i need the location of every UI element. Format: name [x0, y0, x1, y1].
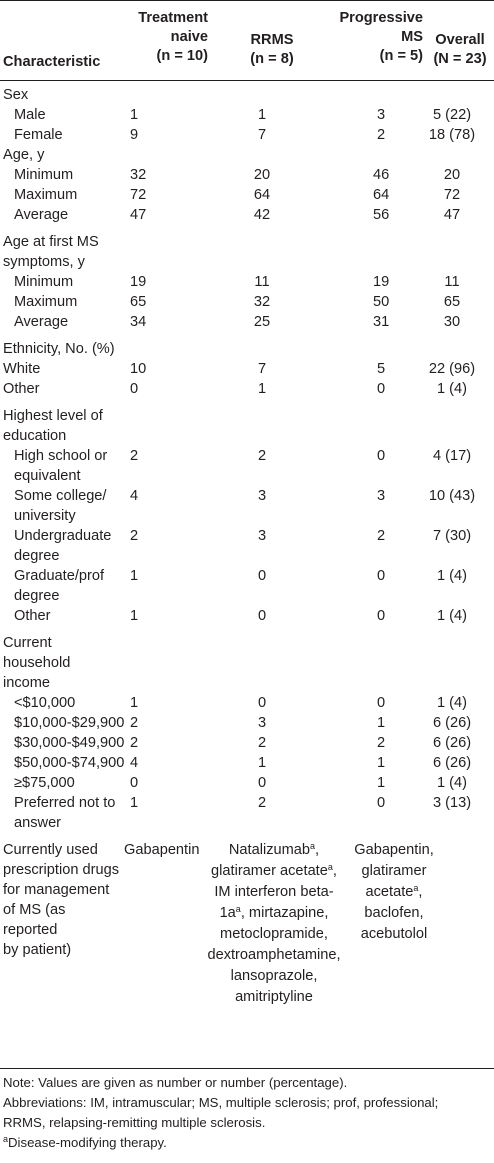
cell-overall: 20 — [443, 167, 461, 183]
cell-rrms: 1 — [257, 107, 267, 123]
cell-overall: 5 (22) — [432, 107, 472, 123]
cell-progressive-ms: 0 — [376, 448, 386, 464]
cell-rrms: 7 — [257, 361, 267, 377]
cell-progressive-ms: 56 — [373, 207, 390, 223]
row-label: White — [3, 361, 41, 377]
cell-treatment-naive: 2 — [130, 528, 139, 544]
row-label: Age, y — [3, 147, 45, 163]
table-row — [0, 359, 494, 379]
row-label: Current household income — [3, 635, 71, 691]
row-label: Average — [14, 314, 69, 330]
row-label: Maximum — [14, 187, 78, 203]
table-row — [0, 292, 494, 312]
footnote-marker: a — [327, 862, 333, 872]
cell-treatment-naive: 65 — [130, 294, 147, 310]
cell-progressive-ms: 31 — [373, 314, 390, 330]
cell-progressive-ms: 0 — [376, 695, 386, 711]
cell-treatment-naive: 10 — [130, 361, 147, 377]
section-heading-row — [0, 145, 494, 165]
cell-rrms: 25 — [253, 314, 271, 330]
table-row — [0, 379, 494, 399]
table-row — [0, 446, 494, 486]
row-label: Age at first MS symptoms, y — [3, 234, 99, 270]
top-rule — [0, 0, 494, 1]
cell-progressive-ms: 1 — [376, 755, 386, 771]
cell-overall: 30 — [443, 314, 461, 330]
cell-overall: 1 (4) — [436, 775, 467, 791]
row-label: <$10,000 — [14, 695, 76, 711]
cell-progressive-ms: 0 — [376, 381, 386, 397]
cell-overall: 6 (26) — [432, 715, 472, 731]
section-heading-row — [0, 85, 494, 105]
cell-treatment-naive: 9 — [130, 127, 139, 143]
cell-rrms: 20 — [253, 167, 271, 183]
header-rrms: RRMS (n = 8) — [250, 32, 294, 67]
cell-treatment-naive: 1 — [130, 795, 139, 811]
table-row — [0, 272, 494, 292]
table-notes — [3, 1073, 438, 1153]
cell-overall: 1 (4) — [436, 381, 467, 397]
cell-progressive-ms: 0 — [376, 608, 386, 624]
note-abbreviations: Abbreviations: IM, intramuscular; MS, multiple sclerosis; prof, professional; — [3, 1095, 439, 1110]
cell-progressive-ms: 50 — [373, 294, 390, 310]
header-progressive-ms: Progressive MS (n = 5) — [339, 10, 423, 64]
header-rule — [0, 80, 494, 81]
cell-progressive-ms: 19 — [373, 274, 390, 290]
cell-progressive-ms: 64 — [373, 187, 390, 203]
cell-treatment-naive: 32 — [130, 167, 147, 183]
cell-progressive-ms: 3 — [376, 107, 386, 123]
header-treatment-naive: Treatment naive (n = 10) — [138, 10, 208, 64]
cell-overall: 22 (96) — [428, 361, 476, 377]
note-footnote: $^a$Disease-modifying therapy. — [3, 1134, 167, 1150]
table-row — [0, 733, 494, 753]
cell-progressive-ms: Gabapentin, glatiramer acetate$^a$, baclofen, acebutolol — [354, 842, 434, 942]
cell-rrms: 2 — [257, 448, 267, 464]
row-label: Undergraduate degree — [14, 528, 112, 564]
cell-rrms: 42 — [253, 207, 271, 223]
cell-progressive-ms: 2 — [376, 528, 386, 544]
footnote-marker: a — [235, 904, 241, 914]
cell-rrms: 0 — [257, 695, 267, 711]
table-row — [0, 606, 494, 626]
cell-rrms: 7 — [257, 127, 267, 143]
cell-treatment-naive: 1 — [130, 107, 139, 123]
cell-overall: 6 (26) — [432, 735, 472, 751]
cell-rrms: 0 — [257, 568, 267, 584]
cell-rrms: 32 — [253, 294, 271, 310]
cell-overall: 72 — [443, 187, 461, 203]
table-row — [0, 693, 494, 713]
footnote-marker: a — [310, 841, 316, 851]
cell-overall: 11 — [444, 274, 460, 290]
cell-overall: 1 (4) — [436, 568, 467, 584]
cell-overall: 10 (43) — [428, 488, 476, 504]
cell-rrms: 3 — [257, 528, 267, 544]
table-body — [0, 85, 494, 1005]
cell-treatment-naive: 2 — [130, 448, 139, 464]
section-heading-row — [0, 232, 494, 272]
row-label: Ethnicity, No. (%) — [3, 341, 115, 357]
row-label: $50,000-$74,900 — [14, 755, 125, 771]
header-overall: Overall (N = 23) — [433, 32, 487, 67]
cell-treatment-naive: 1 — [130, 695, 139, 711]
section-heading-row — [0, 406, 494, 446]
cell-progressive-ms: 1 — [376, 775, 386, 791]
row-label: Female — [14, 127, 63, 143]
row-label: ≥$75,000 — [14, 775, 75, 791]
cell-rrms: Natalizumab$^a$, glatiramer acetate$^a$, IM interferon beta- $1a^a$, mirtazapine, metoclopramide, dextroamphetamine, lansoprazole, amitriptyline — [207, 841, 341, 1005]
cell-overall: 47 — [443, 207, 461, 223]
table-row — [0, 486, 494, 526]
section-heading-row — [0, 633, 494, 693]
cell-rrms: 3 — [257, 715, 267, 731]
table-row — [0, 526, 494, 566]
row-label: Highest level of education — [3, 408, 103, 444]
table-row — [0, 312, 494, 332]
row-label: High school or equivalent — [14, 448, 108, 484]
table-row — [0, 773, 494, 793]
table-row — [0, 793, 494, 833]
table-row-drugs — [0, 840, 494, 1005]
row-label: Minimum — [14, 167, 74, 183]
cell-treatment-naive: Gabapentin — [124, 842, 200, 858]
footnote-marker: a — [3, 1134, 9, 1144]
table-row — [0, 185, 494, 205]
table-row — [0, 125, 494, 145]
cell-progressive-ms: 2 — [376, 127, 386, 143]
row-label: Other — [14, 608, 51, 624]
header-characteristic: Characteristic — [3, 54, 101, 70]
row-label: $30,000-$49,900 — [14, 735, 125, 751]
cell-rrms: 1 — [257, 381, 267, 397]
row-label: Male — [14, 107, 46, 123]
note-values: Note: Values are given as number or number (percentage). — [3, 1075, 348, 1090]
cell-progressive-ms: 0 — [376, 568, 386, 584]
cell-treatment-naive: 1 — [130, 568, 139, 584]
cell-treatment-naive: 4 — [130, 755, 139, 771]
cell-overall: 1 (4) — [436, 695, 467, 711]
row-label: Average — [14, 207, 69, 223]
cell-overall: 65 — [443, 294, 461, 310]
cell-rrms: 11 — [254, 274, 270, 290]
cell-treatment-naive: 19 — [130, 274, 147, 290]
bottom-rule — [0, 1068, 494, 1069]
cell-treatment-naive: 2 — [130, 735, 139, 751]
table-row — [0, 105, 494, 125]
cell-progressive-ms: 2 — [376, 735, 386, 751]
table-row — [0, 205, 494, 225]
cell-progressive-ms: 46 — [373, 167, 390, 183]
cell-treatment-naive: 0 — [130, 381, 139, 397]
cell-rrms: 1 — [257, 755, 267, 771]
note-abbreviations-cont: RRMS, relapsing-remitting multiple sclerosis. — [3, 1115, 266, 1130]
cell-progressive-ms: 1 — [376, 715, 386, 731]
table-row — [0, 165, 494, 185]
row-label: Some college/ university — [14, 488, 107, 524]
cell-rrms: 2 — [257, 735, 267, 751]
row-label: Preferred not to answer — [14, 795, 116, 831]
cell-rrms: 64 — [253, 187, 271, 203]
cell-overall: 3 (13) — [432, 795, 472, 811]
cell-overall: 18 (78) — [428, 127, 476, 143]
row-label: Currently used prescription drugs for management of MS (as reported by patient) — [3, 842, 119, 958]
cell-overall: 6 (26) — [432, 755, 472, 771]
row-label: Graduate/prof degree — [14, 568, 105, 604]
cell-rrms: 0 — [257, 608, 267, 624]
cell-treatment-naive: 1 — [130, 608, 139, 624]
cell-treatment-naive: 0 — [130, 775, 139, 791]
row-label: Other — [3, 381, 40, 397]
cell-rrms: 0 — [257, 775, 267, 791]
cell-rrms: 3 — [257, 488, 267, 504]
cell-overall: 4 (17) — [432, 448, 472, 464]
table-row — [0, 753, 494, 773]
cell-treatment-naive: 4 — [130, 488, 139, 504]
row-label: Minimum — [14, 274, 74, 290]
cell-treatment-naive: 47 — [130, 207, 147, 223]
table-row — [0, 713, 494, 733]
section-heading-row — [0, 339, 494, 359]
cell-overall: 7 (30) — [432, 528, 472, 544]
cell-treatment-naive: 2 — [130, 715, 139, 731]
cell-overall: 1 (4) — [436, 608, 467, 624]
cell-progressive-ms: 0 — [376, 795, 386, 811]
cell-progressive-ms: 5 — [376, 361, 386, 377]
footnote-marker: a — [413, 883, 419, 893]
row-label: $10,000-$29,900 — [14, 715, 125, 731]
row-label: Maximum — [14, 294, 78, 310]
table-row — [0, 566, 494, 606]
row-label: Sex — [3, 87, 29, 103]
cell-treatment-naive: 72 — [130, 187, 147, 203]
cell-rrms: 2 — [257, 795, 267, 811]
cell-treatment-naive: 34 — [130, 314, 147, 330]
cell-progressive-ms: 3 — [376, 488, 386, 504]
